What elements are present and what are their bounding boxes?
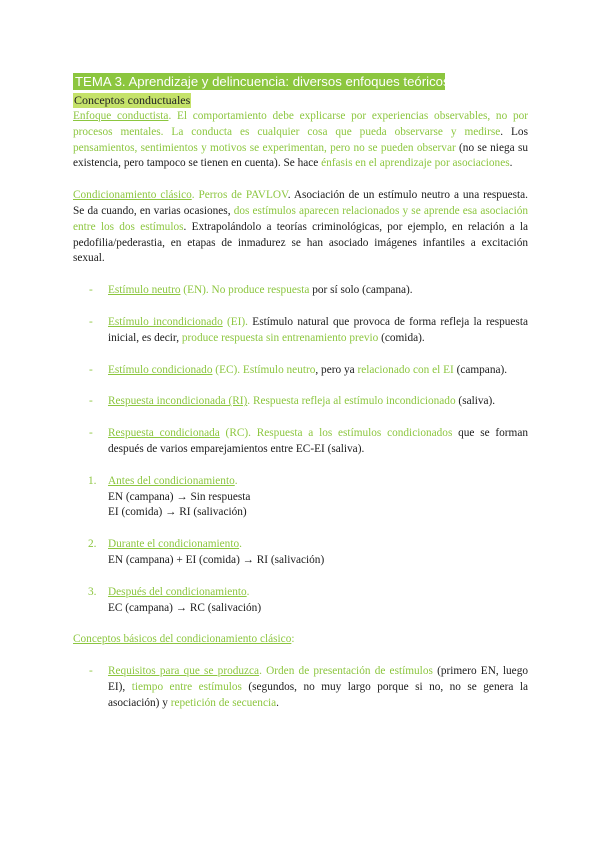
step-item: 1. Antes del condicionamiento. EN (campana) → Sin respuesta EI (comida) → RI (salivación): [88, 474, 251, 519]
basicos-heading: Conceptos básicos del condicionamiento clásico: [73, 633, 292, 646]
step-number: 3.: [88, 585, 97, 598]
clasico-paragraph: Condicionamiento clásico. Perros de PAVLOV. Asociación de un estímulo neutro a una respuesta. Se da cuando, en varias ocasiones, dos estímulos aparecen relacionados y se aprende esa asociación entre los dos estímulos. Extrapolándolo a teorías criminológicas, por ejemplo, en relación a la pedofilia/pederastia, en etapas de inmadurez se han asociado imágenes infantiles a excitación sexual.: [73, 189, 529, 265]
list-item: - Estímulo incondicionado (EI). Estímulo natural que provoca de forma refleja la respuesta inicial, es decir, produce respuesta sin entrenamiento previo (comida).: [89, 315, 528, 344]
list-item: - Estímulo condicionado (EC). Estímulo neutro, pero ya relacionado con el EI (campana).: [73, 363, 528, 379]
list-item: - Estímulo neutro (EN). No produce respuesta por sí solo (campana).: [73, 283, 528, 299]
basicos-heading-line: Conceptos básicos del condicionamiento clásico:: [73, 633, 295, 646]
enfoque-paragraph: Enfoque conductista. El comportamiento debe explicarse por experiencias observables, no por procesos mentales. La conducta es cualquier cosa que pueda observarse y medirse. Los pensamientos, sentimientos y motivos se experimentan, pero no se pueden observar (no se niega su existencia, pero tampoco se tienen en cuenta). Se hace énfasis en el aprendizaje por asociaciones.: [73, 110, 529, 170]
list-item: - Requisitos para que se produzca. Orden de presentación de estímulos (primero EN, luego EI), tiempo entre estímulos (segundos, no muy largo porque si no, no se genera la asociación) y repetición de secuencia.: [89, 665, 528, 709]
section-heading: Conceptos conductuales: [74, 93, 191, 107]
step-number: 1.: [88, 474, 97, 487]
document-page: [73, 73, 528, 712]
dash-marker: -: [89, 284, 93, 297]
step-item: 3. Después del condicionamiento. EC (campana) → RC (salivación): [88, 585, 262, 614]
step-item: 2. Durante el condicionamiento. EN (campana) + EI (comida) → RI (salivación): [88, 538, 325, 566]
clasico-heading: Condicionamiento clásico: [73, 189, 192, 202]
dash-marker: -: [89, 363, 93, 376]
list-item: - Respuesta condicionada (RC). Respuesta a los estímulos condicionados que se forman después de varios emparejamientos entre EC-EI (saliva).: [89, 427, 528, 455]
step-number: 2.: [88, 538, 97, 551]
dash-marker: -: [89, 395, 93, 408]
dash-marker: -: [89, 315, 93, 328]
dash-marker: -: [89, 665, 93, 678]
list-item: - Respuesta incondicionada (RI). Respuesta refleja al estímulo incondicionado (saliva).: [73, 394, 528, 410]
document-title: TEMA 3. Aprendizaje y delincuencia: diversos enfoques teóricos.: [75, 74, 454, 89]
dash-marker: -: [89, 427, 93, 440]
enfoque-heading: Enfoque conductista: [73, 110, 169, 122]
